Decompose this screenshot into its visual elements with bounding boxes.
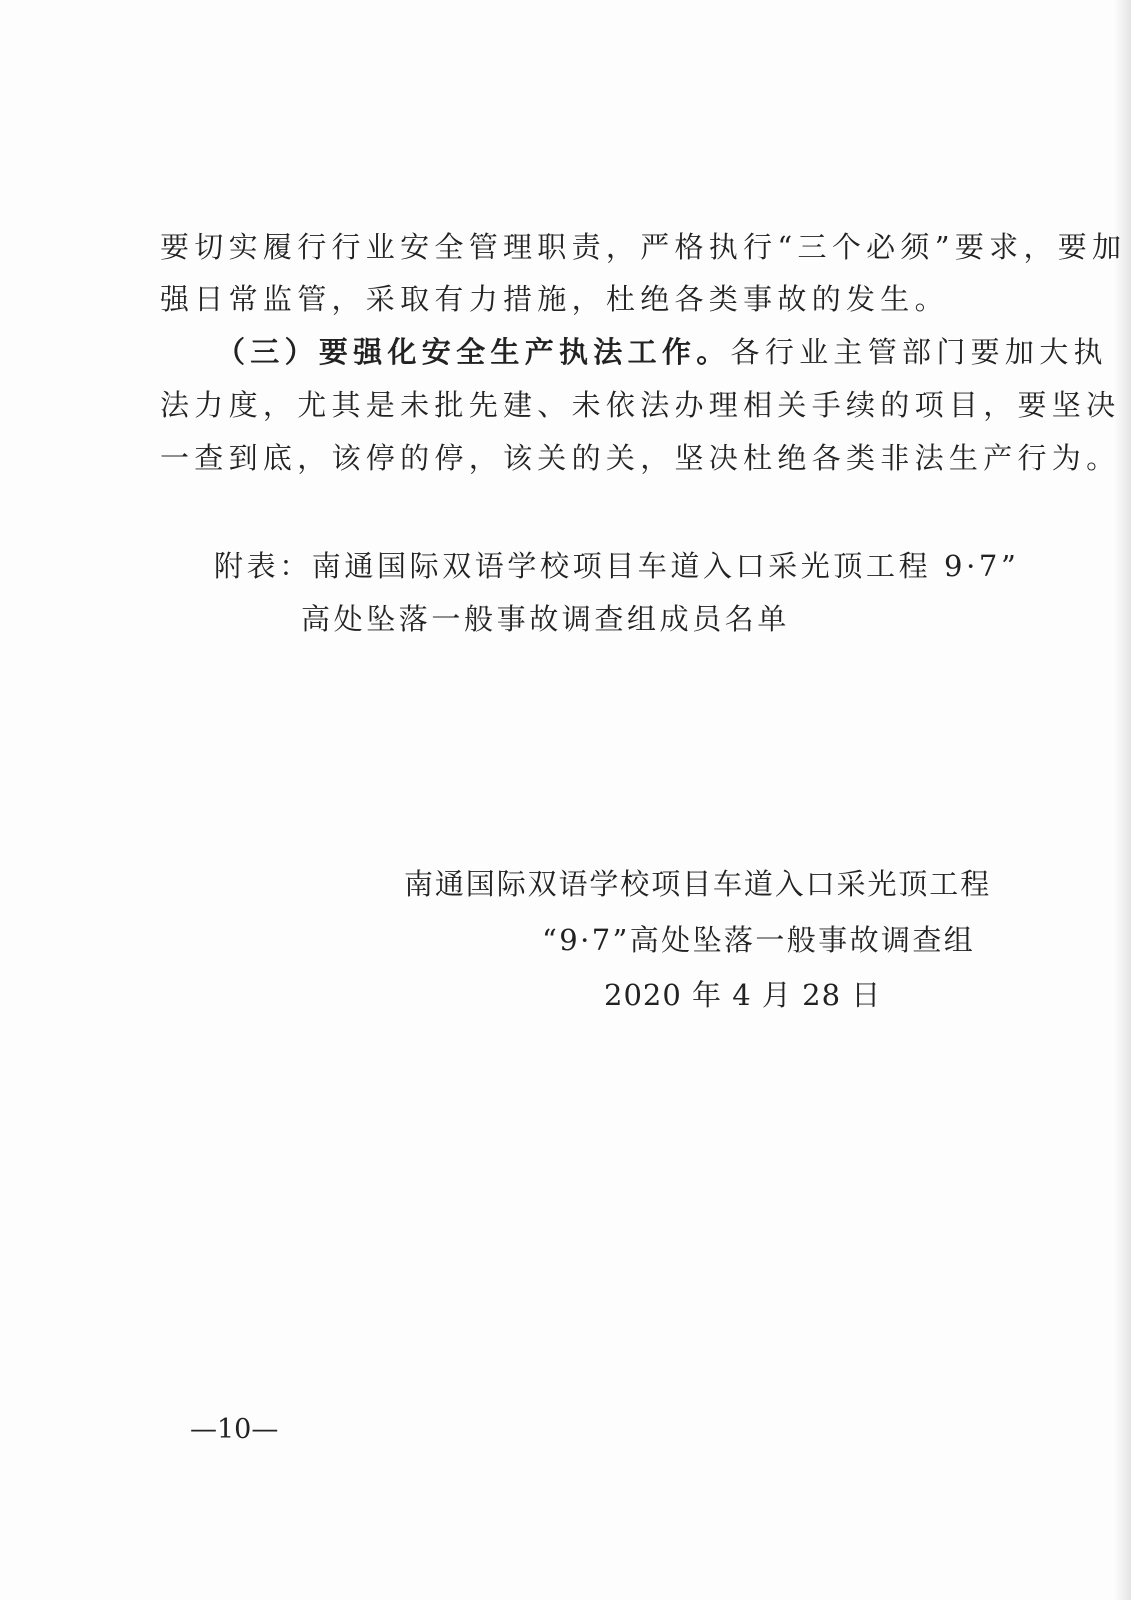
attachment-line-1: 附表：南通国际双语学校项目车道入口采光顶工程 9·7” [214, 549, 1020, 583]
signature-date: 2020 年 4 月 28 日 [604, 978, 882, 1012]
body-line-4: 法力度，尤其是未批先建、未依法办理相关手续的项目，要坚决 [160, 388, 1121, 422]
body-line-2: 强日常监管，采取有力措施，杜绝各类事故的发生。 [160, 282, 949, 316]
body-line-3-text: 各行业主管部门要加大执 [730, 335, 1108, 369]
body-line-5: 一查到底，该停的停，该关的关，坚决杜绝各类非法生产行为。 [160, 441, 1121, 475]
signature-org-line-1: 南通国际双语学校项目车道入口采光顶工程 [404, 867, 992, 901]
section-heading-3: （三）要强化安全生产执法工作。 [216, 335, 731, 369]
body-line-3 [216, 334, 1108, 370]
page-number: —10— [190, 1414, 279, 1445]
signature-org-line-2: “9·7”高处坠落一般事故调查组 [542, 923, 976, 957]
body-line-1: 要切实履行行业安全管理职责，严格执行“三个必须”要求，要加 [160, 230, 1127, 264]
attachment-line-2: 高处坠落一般事故调查组成员名单 [301, 602, 791, 636]
